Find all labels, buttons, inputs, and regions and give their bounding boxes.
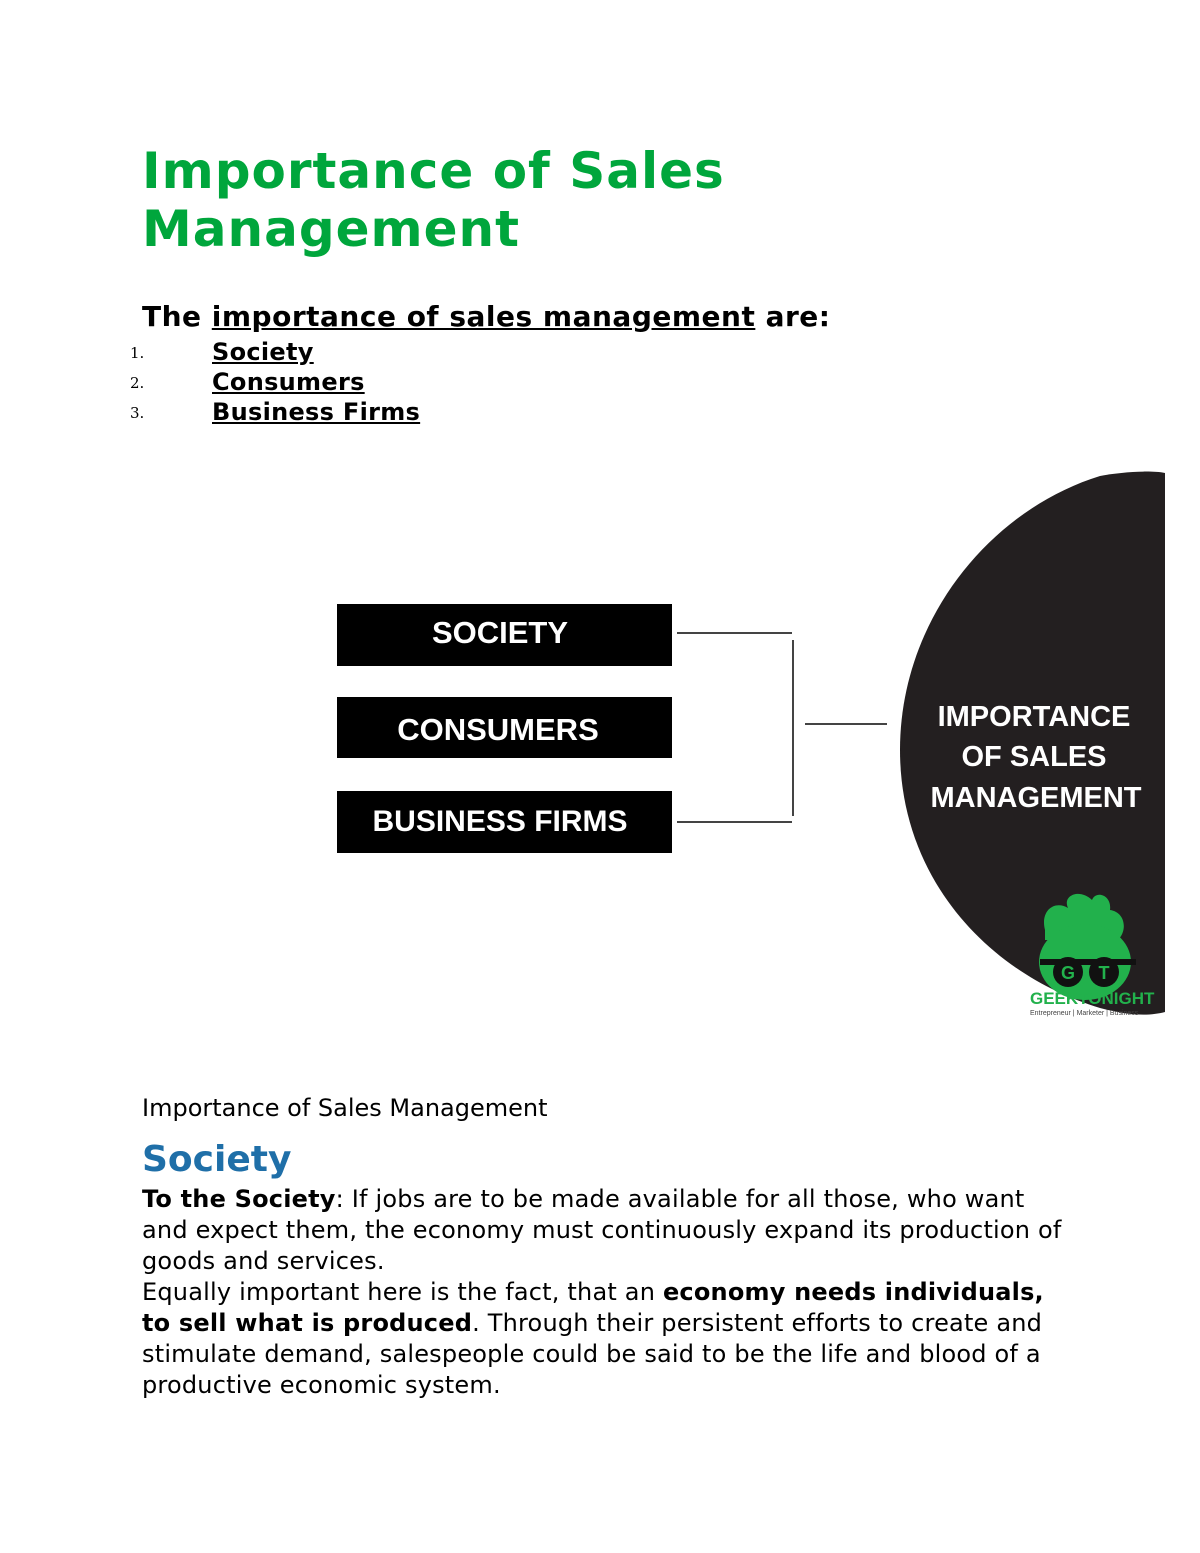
box-consumers-label: CONSUMERS bbox=[397, 712, 599, 747]
box-society-label: SOCIETY bbox=[431, 615, 569, 650]
society-p2-end: . Through their persistent efforts to create and stimulate demand, salespeople could be said to be the life and blood of a productive economic system. bbox=[142, 1309, 1043, 1399]
list-link-society[interactable]: Society bbox=[212, 338, 314, 366]
figure-caption: Importance of Sales Management bbox=[142, 1094, 548, 1122]
logo-brand: GEEKTONIGHT bbox=[1030, 989, 1155, 1008]
society-p1-text: : If jobs are to be made available for all those, who want and expect them, the economy must continuously expand its production of goods and services. bbox=[142, 1185, 1062, 1275]
list-number: 2. bbox=[130, 374, 145, 392]
list-number: 1. bbox=[130, 344, 145, 362]
society-p2-bold: economy needs individuals, to sell what is produced bbox=[142, 1278, 1044, 1337]
list-link-consumers[interactable]: Consumers bbox=[212, 368, 365, 396]
intro-link[interactable]: importance of sales management bbox=[211, 300, 756, 333]
intro-suffix: are: bbox=[755, 300, 831, 333]
circle-line-3: MANAGEMENT bbox=[930, 782, 1142, 814]
logo-initial-g: G bbox=[1060, 963, 1076, 983]
list-link-business-firms[interactable]: Business Firms bbox=[212, 398, 421, 426]
logo-tagline: Entrepreneur | Marketer | Business bbox=[1030, 1010, 1139, 1017]
logo-initial-t: T bbox=[1098, 963, 1110, 983]
list-number: 3. bbox=[130, 404, 145, 422]
society-paragraph-2 bbox=[142, 1277, 1072, 1401]
page-title: Importance of Sales Management bbox=[142, 142, 725, 258]
society-p2-start: Equally important here is the fact, that an bbox=[142, 1278, 663, 1306]
importance-diagram bbox=[0, 470, 1200, 1030]
society-paragraph-1 bbox=[142, 1184, 1072, 1277]
intro-sentence bbox=[142, 299, 830, 335]
society-lead: To the Society bbox=[142, 1185, 336, 1213]
intro-prefix: The bbox=[142, 300, 212, 333]
connector-lines bbox=[677, 633, 887, 822]
box-business-firms-label: BUSINESS FIRMS bbox=[372, 805, 628, 838]
section-heading-society: Society bbox=[142, 1139, 292, 1180]
circle-line-1: IMPORTANCE bbox=[937, 701, 1131, 733]
circle-line-2: OF SALES bbox=[961, 741, 1107, 773]
